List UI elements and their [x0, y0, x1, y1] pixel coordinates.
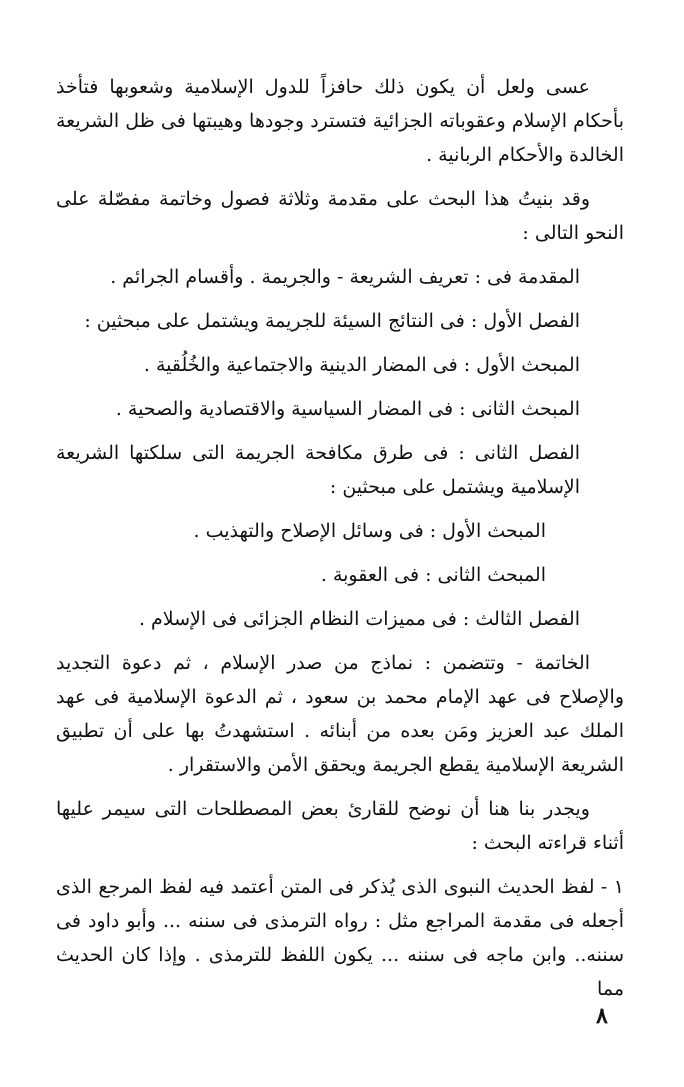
outline-introduction: المقدمة فى : تعريف الشريعة - والجريمة . وأقسام الجرائم .	[110, 266, 580, 288]
paragraph-intro-hope: عسى ولعل أن يكون ذلك حافزاً للدول الإسلامية وشعوبها فتأخذ بأحكام الإسلام وعقوباته الجزائية فتسترد وجودها وهيبتها فى ظل الشريعة الخالدة والأحكام الربانية .	[56, 76, 624, 166]
outline-chapter-2-section-2: المبحث الثانى : فى العقوبة .	[320, 564, 546, 586]
outline-chapter-2: الفصل الثانى : فى طرق مكافحة الجريمة التى سلكتها الشريعة الإسلامية ويشتمل على مبحثين :	[56, 442, 580, 498]
outline-conclusion: الخاتمة - وتتضمن : نماذج من صدر الإسلام ، ثم دعوة التجديد والإصلاح فى عهد الإمام محمد بن سعود ، ثم الدعوة الإسلامية فى عهد الملك عبد العزيز ومَن بعده من أبنائه . استشهدتُ بها على أن تطبيق الشريعة الإسلامية يقطع الجريمة ويحقق الأمن والاستقرار .	[56, 652, 624, 776]
outline-chapter-2-section-1: المبحث الأول : فى وسائل الإصلاح والتهذيب .	[193, 520, 546, 542]
outline-chapter-1-section-2: المبحث الثانى : فى المضار السياسية والاقتصادية والصحية .	[115, 398, 580, 420]
paragraph-term-1: ١ - لفظ الحديث النبوى الذى يُذكر فى المتن أعتمد فيه لفظ المرجع الذى أجعله فى مقدمة المراجع مثل : رواه الترمذى فى سننه ... وأبو داود فى سننه.. وابن ماجه فى سننه ... يكون اللفظ للترمذى . وإذا كان الحديث مما	[56, 876, 624, 1000]
outline-chapter-1: الفصل الأول : فى النتائج السيئة للجريمة ويشتمل على مبحثين :	[84, 310, 580, 332]
paragraph-terminology-intro: ويجدر بنا هنا أن نوضح للقارئ بعض المصطلحات التى سيمر عليها أثناء قراءته البحث :	[56, 798, 624, 854]
page-number: ٨	[596, 1003, 608, 1029]
paragraph-research-plan: وقد بنيتُ هذا البحث على مقدمة وثلاثة فصول وخاتمة مفصّلة على النحو التالى :	[56, 188, 624, 244]
outline-chapter-3: الفصل الثالث : فى مميزات النظام الجزائى فى الإسلام .	[138, 608, 580, 630]
outline-chapter-1-section-1: المبحث الأول : فى المضار الدينية والاجتماعية والخُلُقية .	[143, 354, 580, 376]
